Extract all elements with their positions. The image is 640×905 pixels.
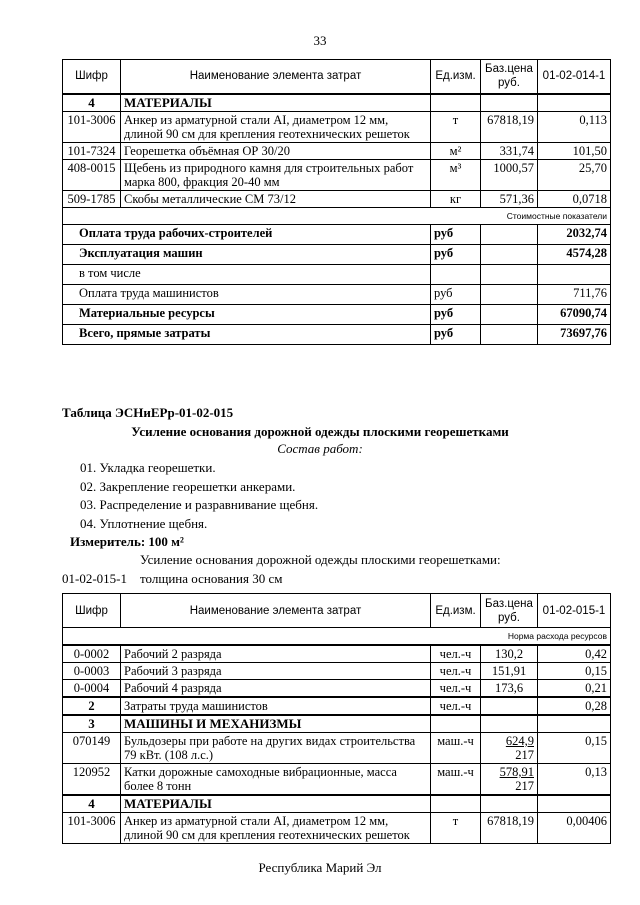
row-code: 0-0002: [63, 645, 121, 663]
section-title: Затраты труда машинистов: [121, 697, 431, 715]
section-title: МАТЕРИАЛЫ: [121, 795, 431, 813]
summary-name: Всего, прямые затраты: [63, 324, 431, 344]
section-number: 2: [63, 697, 121, 715]
price-driver-wage: 217: [515, 779, 534, 793]
summary-unit: руб: [431, 244, 481, 264]
resource-table-01-02-014: [62, 59, 611, 345]
row-code: 509-1785: [63, 190, 121, 207]
work-item: 01. Укладка георешетки.: [80, 460, 216, 475]
row-price: 67818,19: [481, 813, 538, 844]
row-value: 0,113: [538, 111, 611, 142]
summary-value: 2032,74: [538, 224, 611, 244]
row-name: Рабочий 2 разряда: [121, 645, 431, 663]
row-value: 0,15: [538, 663, 611, 680]
description-code: 01-02-015-1: [62, 571, 127, 586]
row-unit: чел.-ч: [431, 645, 481, 663]
row-name: Георешетка объёмная ОР 30/20: [121, 142, 431, 159]
work-item: 02. Закрепление георешетки анкерами.: [80, 479, 296, 494]
row-unit: т: [431, 813, 481, 844]
row-value: 25,70: [538, 159, 611, 190]
table-row: [63, 190, 611, 207]
row-unit: м²: [431, 142, 481, 159]
description-line: толщина основания 30 см: [140, 571, 283, 586]
row-value: 0,00406: [538, 813, 611, 844]
table-row: [63, 764, 611, 796]
row-unit: чел.-ч: [431, 663, 481, 680]
summary-row: [63, 264, 611, 284]
row-code: 101-3006: [63, 111, 121, 142]
row-unit: маш.-ч: [431, 764, 481, 796]
price-driver-wage: 217: [515, 748, 534, 762]
header-norm: 01-02-014-1: [538, 60, 611, 94]
row-price: 130,2: [481, 645, 538, 663]
row-code: 0-0003: [63, 663, 121, 680]
row-value: 0,13: [538, 764, 611, 796]
row-code: 101-7324: [63, 142, 121, 159]
summary-row: [63, 284, 611, 304]
table-row: [63, 645, 611, 663]
summary-value: [538, 264, 611, 284]
table-row: [63, 663, 611, 680]
section-number: 4: [63, 94, 121, 112]
row-name: Катки дорожные самоходные вибрационные, масса более 8 тонн: [121, 764, 431, 796]
row-name: Рабочий 3 разряда: [121, 663, 431, 680]
header-unit: Ед.изм.: [431, 594, 481, 628]
row-price: 151,91: [481, 663, 538, 680]
header-price: Баз.цена руб.: [481, 594, 538, 628]
row-name: Рабочий 4 разряда: [121, 680, 431, 698]
row-code: 070149: [63, 733, 121, 764]
summary-name: Оплата труда рабочих-строителей: [63, 224, 431, 244]
summary-value: 67090,74: [538, 304, 611, 324]
table-row: [63, 680, 611, 698]
table-row: [63, 813, 611, 844]
header-code: Шифр: [63, 594, 121, 628]
summary-unit: руб: [431, 324, 481, 344]
summary-name: в том числе: [63, 264, 431, 284]
summary-value: 73697,76: [538, 324, 611, 344]
header-price: Баз.цена руб.: [481, 60, 538, 94]
page-number: 33: [313, 33, 327, 48]
summary-unit: руб: [431, 304, 481, 324]
row-value: 0,15: [538, 733, 611, 764]
row-value: 0,42: [538, 645, 611, 663]
summary-row: [63, 324, 611, 344]
table-row: [63, 733, 611, 764]
row-price: 173,6: [481, 680, 538, 698]
row-value: 0,28: [538, 697, 611, 715]
work-item: 03. Распределение и разравнивание щебня.: [80, 497, 319, 512]
row-code: 408-0015: [63, 159, 121, 190]
footer-region: Республика Марий Эл: [258, 860, 382, 875]
row-price: [481, 764, 538, 796]
row-value: 101,50: [538, 142, 611, 159]
cost-indicators-note: Стоимостные показатели: [63, 207, 611, 224]
table-subtitle: Усиление основания дорожной одежды плоскими георешетками: [131, 424, 509, 439]
table-row: [63, 142, 611, 159]
row-unit: чел.-ч: [431, 680, 481, 698]
summary-name: Эксплуатация машин: [63, 244, 431, 264]
row-price: 571,36: [481, 190, 538, 207]
section-number: 4: [63, 795, 121, 813]
row-unit: т: [431, 111, 481, 142]
row-name: Бульдозеры при работе на других видах строительства 79 кВт. (108 л.с.): [121, 733, 431, 764]
summary-unit: руб: [431, 284, 481, 304]
section-title: МАТЕРИАЛЫ: [121, 94, 431, 112]
norm-note: Норма расхода ресурсов: [63, 628, 611, 646]
row-price: 331,74: [481, 142, 538, 159]
row-unit: кг: [431, 190, 481, 207]
row-unit: м³: [431, 159, 481, 190]
section-row: [63, 697, 611, 715]
row-price: [481, 733, 538, 764]
header-code: Шифр: [63, 60, 121, 94]
summary-name: Материальные ресурсы: [63, 304, 431, 324]
row-unit: чел.-ч: [431, 697, 481, 715]
table-row: [63, 111, 611, 142]
resource-table-01-02-015: [62, 593, 611, 844]
header-unit: Ед.изм.: [431, 60, 481, 94]
row-code: 120952: [63, 764, 121, 796]
meter-label: Измеритель: 100 м²: [70, 534, 184, 549]
section-number: 3: [63, 715, 121, 733]
row-name: Скобы металлические СМ 73/12: [121, 190, 431, 207]
description-line: Усиление основания дорожной одежды плоскими георешетками:: [140, 552, 501, 567]
row-name: Щебень из природного камня для строительных работ марка 800, фракция 20-40 мм: [121, 159, 431, 190]
row-code: 0-0004: [63, 680, 121, 698]
row-value: 0,21: [538, 680, 611, 698]
table-title: Таблица ЭСНиЕРр-01-02-015: [62, 405, 234, 420]
summary-value: 711,76: [538, 284, 611, 304]
row-unit: маш.-ч: [431, 733, 481, 764]
row-name: Анкер из арматурной стали AI, диаметром 12 мм, длиной 90 см для крепления геотехнических решеток: [121, 813, 431, 844]
row-value: 0,0718: [538, 190, 611, 207]
summary-row: [63, 224, 611, 244]
work-item: 04. Уплотнение щебня.: [80, 516, 208, 531]
summary-row: [63, 304, 611, 324]
row-price: 67818,19: [481, 111, 538, 142]
summary-unit: [431, 264, 481, 284]
header-name: Наименование элемента затрат: [121, 60, 431, 94]
summary-row: [63, 244, 611, 264]
table-row: [63, 159, 611, 190]
section-title: МАШИНЫ И МЕХАНИЗМЫ: [121, 715, 431, 733]
row-code: 101-3006: [63, 813, 121, 844]
row-name: Анкер из арматурной стали AI, диаметром 12 мм, длиной 90 см для крепления геотехнических решеток: [121, 111, 431, 142]
row-price: 1000,57: [481, 159, 538, 190]
summary-value: 4574,28: [538, 244, 611, 264]
header-name: Наименование элемента затрат: [121, 594, 431, 628]
works-title: Состав работ:: [277, 441, 363, 456]
price-value: 624,9: [505, 734, 534, 748]
header-norm: 01-02-015-1: [538, 594, 611, 628]
summary-name: Оплата труда машинистов: [63, 284, 431, 304]
price-value: 578,91: [499, 765, 534, 779]
summary-unit: руб: [431, 224, 481, 244]
